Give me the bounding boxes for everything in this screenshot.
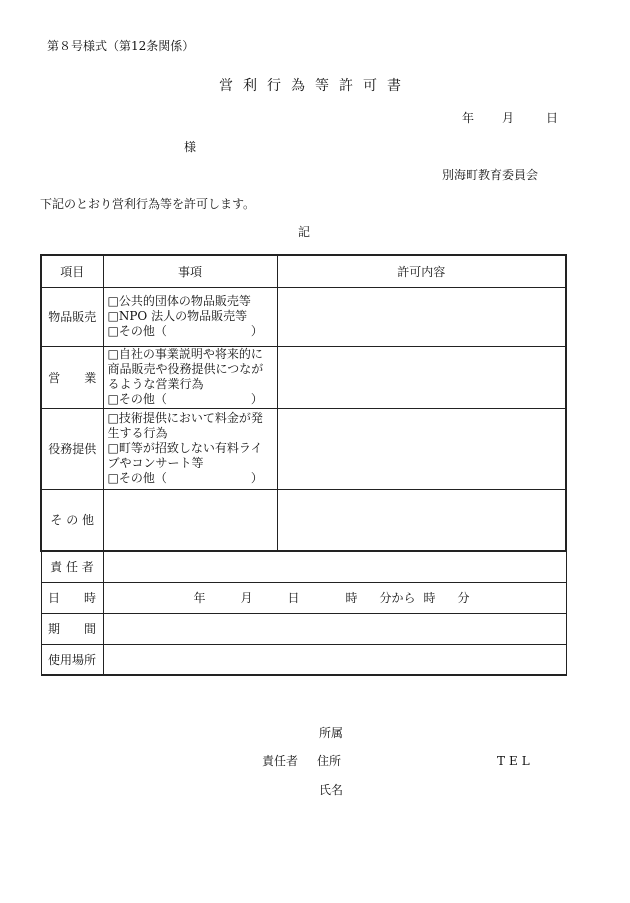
row-label-goods-sales: 物品販売 [41,287,103,346]
row-content-goods-sales[interactable] [277,287,566,346]
row-content-other[interactable] [277,489,566,551]
checkbox-option[interactable]: □技術提供において料金が発 [107,411,263,425]
table-row-location [41,644,566,675]
table-row-datetime [41,582,566,613]
row-matter-goods-sales [103,287,277,346]
row-label-business: 営 業 [41,346,103,408]
tel-label: TEL [497,754,534,768]
row-value-datetime[interactable] [103,582,566,613]
issue-date [462,111,558,125]
row-value-location[interactable] [103,644,566,675]
row-content-business[interactable] [277,346,566,408]
row-matter-other[interactable] [103,489,277,551]
row-matter-services [103,408,277,489]
responsible-label: 責任者 [262,754,299,768]
checkbox-option[interactable]: □自社の事業説明や将来的に [107,347,263,361]
checkbox-option-text: 生する行為 [107,426,168,440]
table-row-goods-sales [41,287,566,346]
body-text: 下記のとおり営利行為等を許可します。 [40,197,256,211]
permit-table [40,254,567,676]
table-row-responsible [41,551,566,582]
responsible-address-line [262,754,341,768]
checkbox-option[interactable]: □町等が招致しない有料ライ [107,441,263,455]
table-header-row [41,255,566,287]
row-label-responsible: 責 任 者 [41,551,103,582]
table-row-business [41,346,566,408]
datetime-minute-from: 分から [379,591,416,605]
checkbox-option[interactable]: □その他（ ） [107,392,263,406]
row-label-other: そ の 他 [41,489,103,551]
checkbox-option[interactable]: □その他（ ） [107,324,263,338]
form-number: 第８号様式（第12条関係） [47,39,195,53]
datetime-end-minute: 分 [457,591,470,605]
document-title: 営利行為等許可書 [219,78,411,94]
date-day-label: 日 [546,111,559,125]
header-item: 項目 [41,255,103,287]
checkbox-option-text: ブやコンサート等 [107,456,204,470]
datetime-month: 月 [240,591,253,605]
date-month-label: 月 [502,111,515,125]
row-value-responsible[interactable] [103,551,566,582]
checkbox-option[interactable]: □公共的団体の物品販売等 [107,294,251,308]
row-label-services: 役務提供 [41,408,103,489]
issuer-name: 別海町教育委員会 [442,168,539,182]
table-row-other [41,489,566,551]
address-label: 住所 [317,754,342,768]
checkbox-option-text: るような営業行為 [107,377,204,391]
datetime-hour: 時 [345,591,358,605]
row-label-datetime: 日 時 [41,582,103,613]
row-value-period[interactable] [103,613,566,644]
name-label: 氏名 [319,783,344,797]
row-label-period: 期 間 [41,613,103,644]
row-content-services[interactable] [277,408,566,489]
row-matter-business [103,346,277,408]
checkbox-option-text: 商品販売や役務提供につなが [107,362,264,376]
datetime-day: 日 [287,591,300,605]
datetime-year: 年 [193,591,206,605]
checkbox-option[interactable]: □NPO 法人の物品販売等 [107,309,248,323]
datetime-end-hour: 時 [423,591,436,605]
header-matter: 事項 [103,255,277,287]
header-content: 許可内容 [277,255,566,287]
date-year-label: 年 [462,111,475,125]
checkbox-option[interactable]: □その他（ ） [107,471,263,485]
table-row-period [41,613,566,644]
row-label-location: 使用場所 [41,644,103,675]
table-row-services [41,408,566,489]
addressee-suffix: 様 [184,140,197,154]
ki-heading: 記 [298,225,311,239]
affiliation-label: 所属 [319,726,344,740]
